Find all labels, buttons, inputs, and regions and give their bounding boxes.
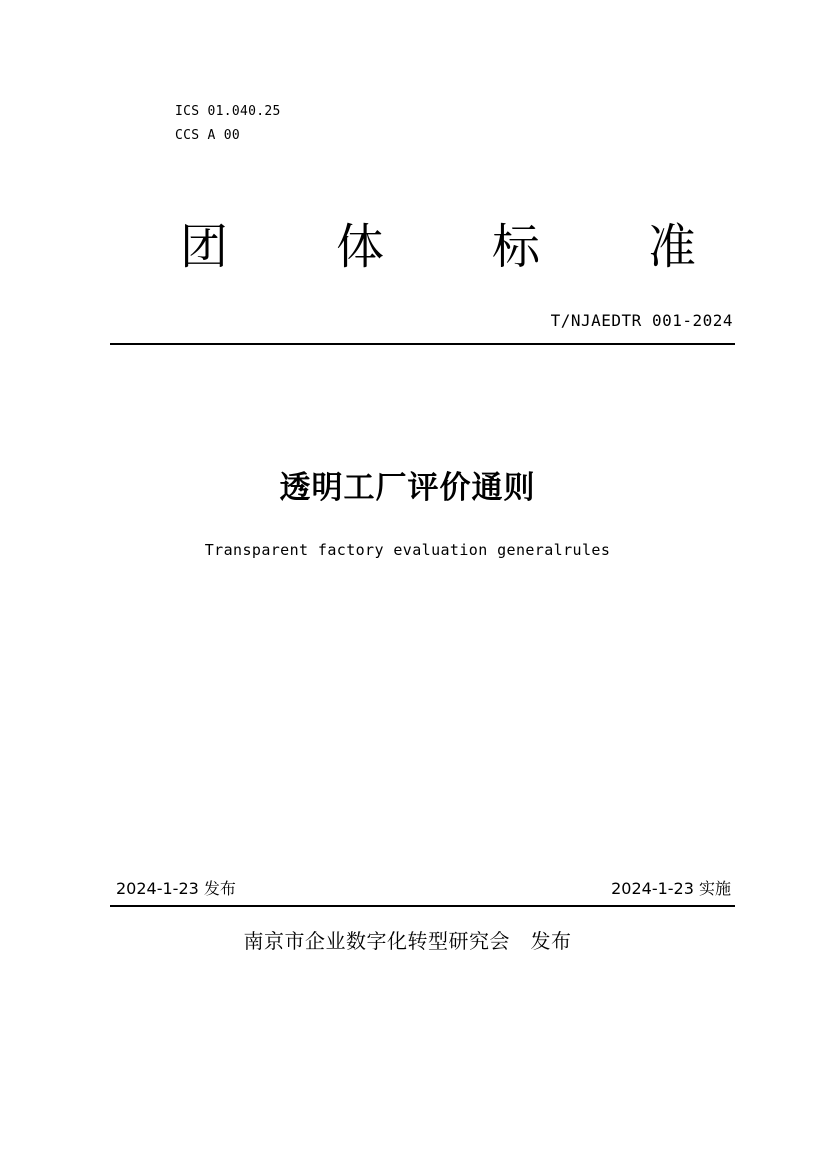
document-title: 透明工厂评价通则 <box>279 470 536 506</box>
document-subtitle: Transparent factory evaluation generalrules <box>204 541 611 559</box>
standard-type-char: 团 <box>179 219 228 275</box>
ics-code: ICS 01.040.25 <box>175 104 281 119</box>
standard-type-char: 体 <box>335 219 384 275</box>
publish-date: 2024-1-23 发布 <box>116 879 236 898</box>
standard-type-heading <box>178 208 698 277</box>
ccs-code: CCS A 00 <box>175 128 241 143</box>
standard-number: T/NJAEDTR 001-2024 <box>550 311 733 330</box>
implementation-date: 2024-1-23 实施 <box>611 879 731 898</box>
standard-type-char: 准 <box>647 219 696 275</box>
top-divider <box>110 343 735 345</box>
standard-type-char: 标 <box>491 219 540 275</box>
publisher: 南京市企业数字化转型研究会 发布 <box>243 929 572 953</box>
bottom-divider <box>110 905 735 907</box>
